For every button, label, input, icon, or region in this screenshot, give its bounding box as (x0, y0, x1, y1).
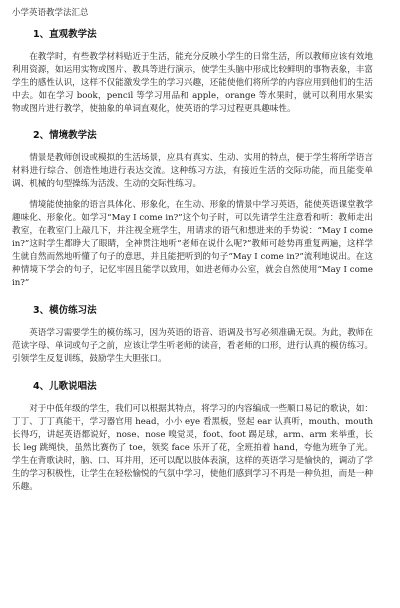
section-2 (12, 130, 373, 290)
section-heading: 3、模仿练习法 (33, 305, 97, 316)
section-paragraph: 对于中低年级的学生，我们可以根据其特点，将学习的内容编成一些顺口易记的歌诀，如：丁丁、丁丁真能干，学习器官用 head，小小 eye 看黑板，竖起 ear 认真听，mouth、mouth 长得巧，讲起英语都说好，nose、nose 嗅觉灵，foot、foot 踢足球，arm、arm 来举重，长长 leg 跳绳快，虽然比赛伤了 toe，领奖 face 乐开了花，全班拍着 hand，夸他为班争了光。学生在背歌诀时，脑、口、耳并用，还可以配以肢体表演，这样的英语学习是愉快的，调动了学生的学习积极性，让学生在轻松愉悦的气氛中学习，使他们感到学习不再是一种负担，而是一种乐趣。 (12, 404, 373, 492)
section-3 (12, 305, 373, 366)
section-heading: 2、情境教学法 (33, 130, 97, 141)
document-title: 小学英语教学法汇总 (12, 8, 89, 18)
section-4 (12, 381, 373, 494)
section-paragraph: 情景是教师创设或模拟的生活场景，应具有真实、生动、实用的特点，便于学生将所学语言材料进行综合、创造性地进行表达交流。这种练习方法，有接近生活的交际功能，而且能变单调、机械的句型操练为活泼、生动的交际性练习。 (12, 153, 373, 189)
section-heading: 4、儿歌说唱法 (33, 381, 97, 392)
section-heading: 1、直观教学法 (33, 29, 97, 40)
section-1 (12, 29, 373, 116)
section-paragraph: 在教学时，有些教学材料贴近于生活，能充分反映小学生的日常生活，所以教师应该有效地利用资源，如运用实物或图片、教具等进行演示，使学生头脑中形成比较鲜明的事物表象，丰富学生的感性认识，这样不仅能激发学生的学习兴趣，还能使他们将所学的内容应用到他们的生活中去。如在学习 book，pencil 等学习用品和 apple，orange 等水果时，就可以利用水果实物或图片进行教学，使抽象的单词直观化，使英语的学习过程更具趣味性。 (12, 52, 373, 114)
section-paragraph: 英语学习需要学生的模仿练习，因为英语的语音、语调及书写必须准确无误。为此，教师在范读字母、单词或句子之前，应该让学生听老师的读音，看老师的口形，进行认真的模仿练习。引领学生反复训练，鼓励学生大胆张口。 (12, 328, 373, 364)
section-paragraph: 情境能使抽象的语言具体化、形象化，在生动、形象的情景中学习英语，能使英语课堂教学趣味化、形象化。如学习“May I come in?”这个句子时，可以先请学生注意看和听：教师走出教室，在教室门上敲几下，并注视全班学生，用请求的语气和想进来的手势说：“May I come in?”这时学生都睁大了眼睛，全神贯注地听“老师在说什么呢?”教师可趁势再重复两遍，这样学生就自然而然地听懂了句子的意思，并且能把听到的句子“May I come in?”流利地说出。在这种情境下学会的句子，记忆牢固且能学以致用，如进老师办公室，就会自然使用“May I come in?” (12, 200, 373, 288)
